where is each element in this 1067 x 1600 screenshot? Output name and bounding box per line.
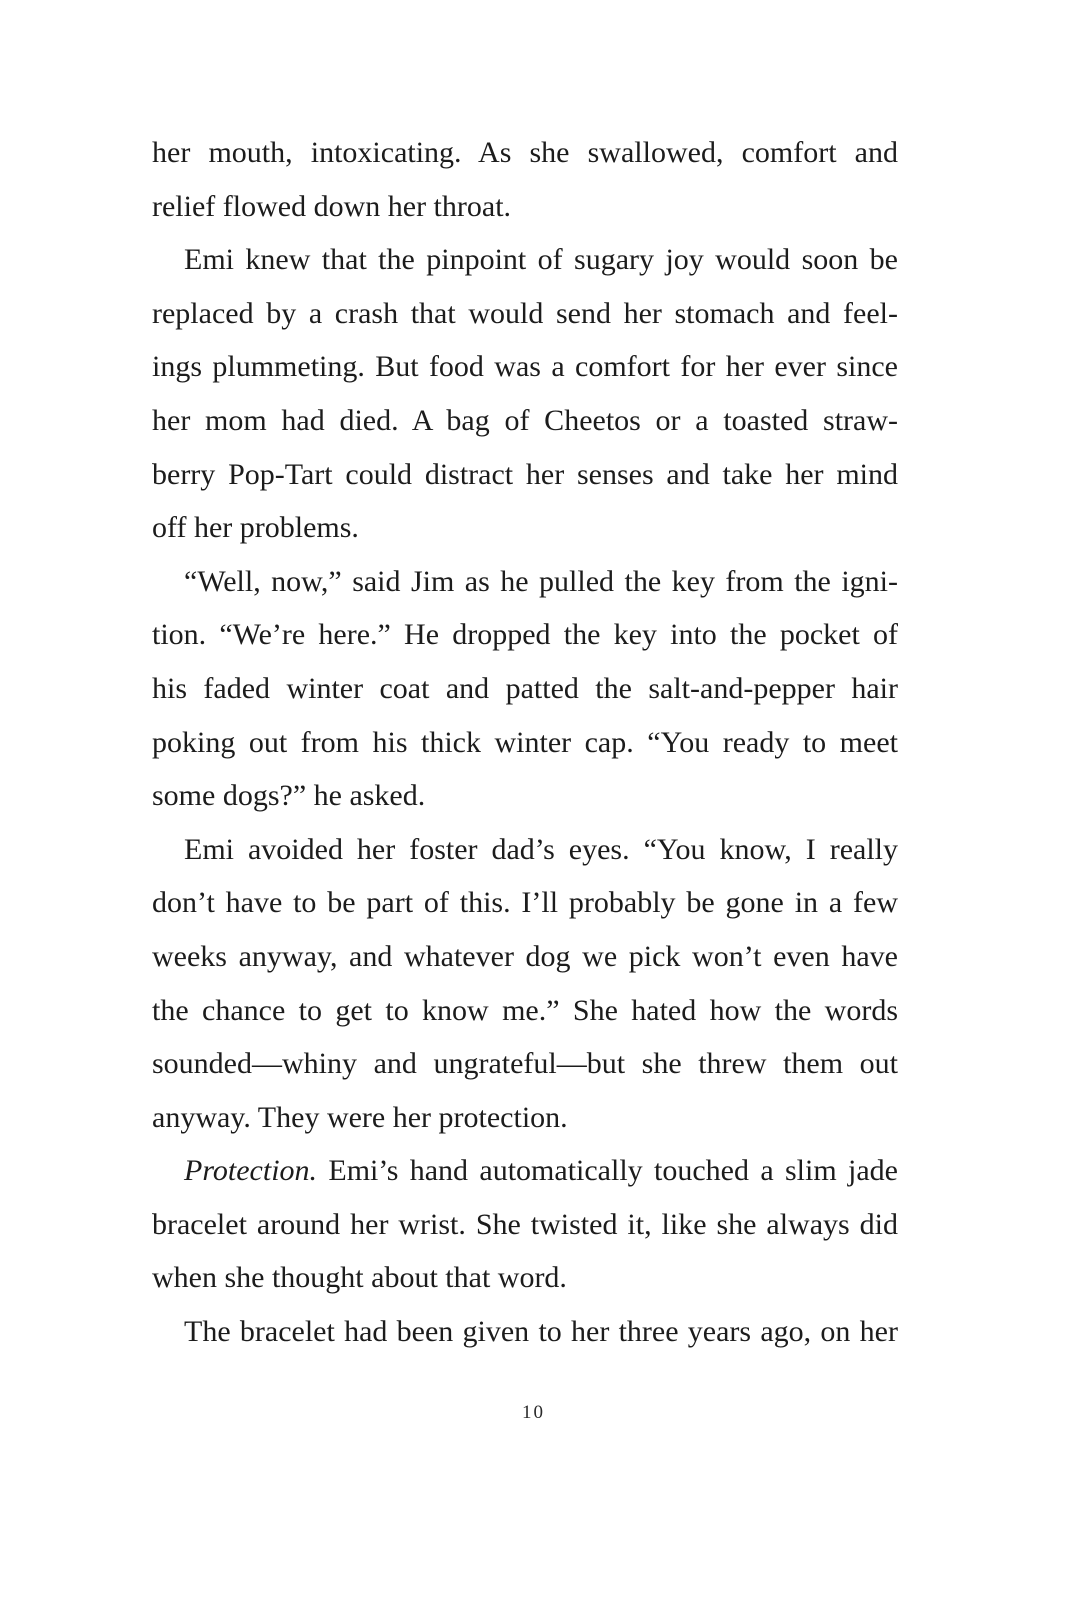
text-line: when she thought about that word.	[152, 1261, 567, 1295]
text-line: berry Pop-Tart could distract her senses and take her mind	[152, 457, 898, 491]
italic-emphasis: Protection.	[184, 1154, 318, 1188]
text-line: Emi avoided her foster dad’s eyes. “You know, I really	[184, 832, 898, 866]
text-line: replaced by a crash that would send her stomach and feel-	[152, 296, 898, 330]
text-line: “Well, now,” said Jim as he pulled the key from the igni-	[184, 564, 898, 598]
text-line: ings plummeting. But food was a comfort for her ever since	[152, 350, 898, 384]
body-text	[152, 126, 898, 1359]
text-line: some dogs?” he asked.	[152, 779, 426, 813]
text-line: relief flowed down her throat.	[152, 189, 512, 223]
text-run: Emi’s hand automatically touched a slim jade	[317, 1154, 898, 1188]
text-line: poking out from his thick winter cap. “You ready to meet	[152, 725, 898, 759]
text-line: her mouth, intoxicating. As she swallowed, comfort and	[152, 136, 898, 169]
page-number: 10	[522, 1402, 545, 1423]
text-line: anyway. They were her protection.	[152, 1100, 568, 1134]
text-line: her mom had died. A bag of Cheetos or a toasted straw-	[152, 403, 898, 437]
text-line: his faded winter coat and patted the salt-and-pepper hair	[152, 671, 898, 705]
text-line: tion. “We’re here.” He dropped the key into the pocket of	[152, 618, 898, 652]
text-line	[152, 1144, 898, 1198]
text-line: off her problems.	[152, 511, 359, 545]
text-line: The bracelet had been given to her three years ago, on her	[184, 1315, 898, 1349]
text-line: sounded—whiny and ungrateful—but she threw them out	[152, 1047, 898, 1081]
text-line: Emi knew that the pinpoint of sugary joy would soon be	[184, 243, 898, 277]
text-line: bracelet around her wrist. She twisted it, like she always did	[152, 1207, 898, 1241]
text-line: weeks anyway, and whatever dog we pick won’t even have	[152, 939, 898, 973]
text-line: don’t have to be part of this. I’ll probably be gone in a few	[152, 886, 898, 920]
text-line: the chance to get to know me.” She hated how the words	[152, 993, 898, 1027]
